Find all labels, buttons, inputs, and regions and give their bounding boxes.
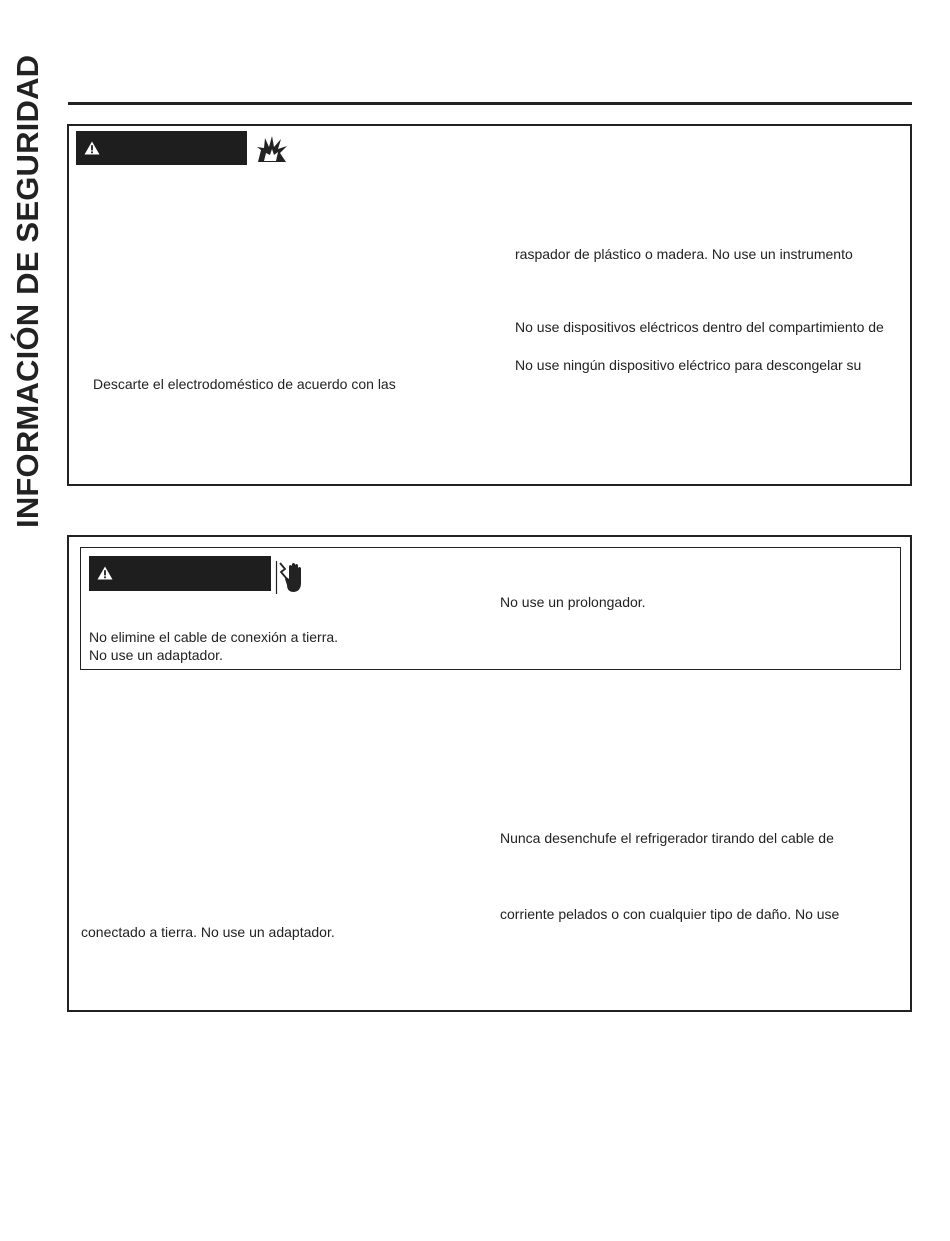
text-line: No use dispositivos eléctricos dentro del compartimiento de [515, 319, 884, 335]
warning-triangle-icon [97, 566, 113, 580]
text-line: raspador de plástico o madera. No use un instrumento [515, 246, 853, 262]
text-line: conectado a tierra. No use un adaptador. [81, 924, 335, 940]
text-line: corriente pelados o con cualquier tipo de daño. No use [500, 906, 840, 922]
electric-shock-hazard-icon [275, 559, 307, 595]
side-section-title: INFORMACIÓN DE SEGURIDAD [10, 54, 45, 528]
text-line: Descarte el electrodoméstico de acuerdo con las [93, 376, 396, 392]
safety-box-explosion [67, 124, 912, 486]
header-rule [68, 102, 912, 105]
warning-badge [89, 556, 271, 591]
text-line: No use ningún dispositivo eléctrico para descongelar su [515, 357, 862, 373]
warning-triangle-icon [84, 141, 100, 155]
explosion-hazard-icon [256, 135, 288, 163]
text-line: Nunca desenchufe el refrigerador tirando del cable de [500, 830, 834, 846]
warning-badge [76, 131, 247, 165]
text-line: No use un prolongador. [500, 594, 646, 610]
text-line: No use un adaptador. [89, 647, 223, 663]
text-line: No elimine el cable de conexión a tierra. [89, 629, 339, 645]
